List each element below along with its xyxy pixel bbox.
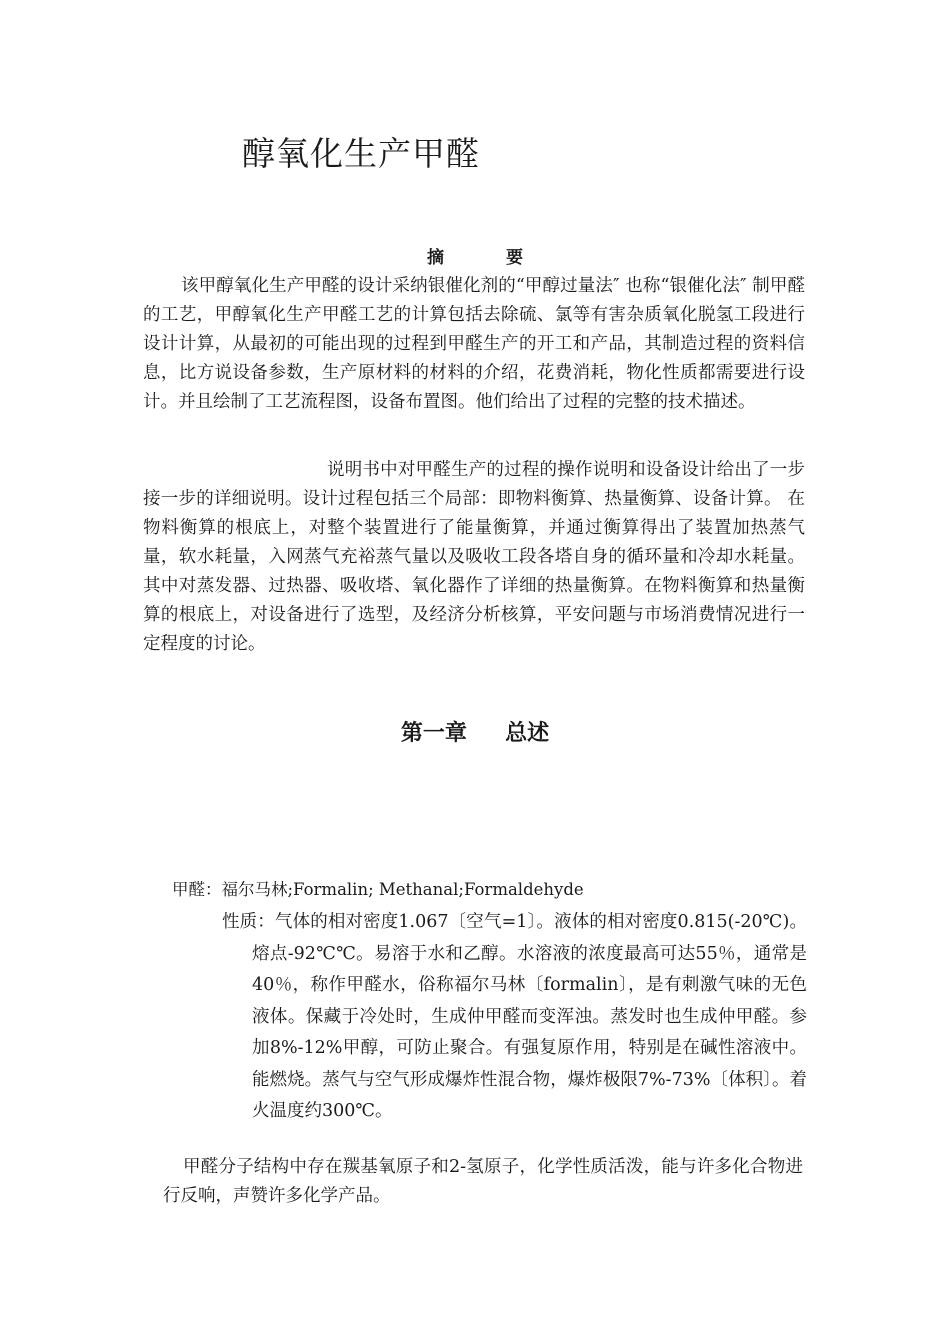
document-title: 醇氧化生产甲醛	[242, 134, 480, 173]
properties-paragraph: 性质：气体的相对密度1.067〔空气=1〕。液体的相对密度0.815(-20℃)。熔点-92℃℃。易溶于水和乙醇。水溶液的浓度最高可达55％，通常是40％，称作甲醛水，俗称福尔马林〔formalin〕，是有刺激气味的无色液体。保藏于冷处时，生成仲甲醛而变浑浊。蒸发时也生成仲甲醛。参加8%-12%甲醇，可防止聚合。有强复原作用，特别是在碱性溶液中。能燃烧。蒸气与空气形成爆炸性混合物，爆炸极限7%-73%〔体积〕。着火温度约300℃。	[222, 912, 807, 1121]
abstract-paragraph-2: 说明书中对甲醛生产的过程的操作说明和设备设计给出了一步接一步的详细说明。设计过程包括三个局部：即物料衡算、热量衡算、设备计算。 在物料衡算的根底上，对整个装置进行了能量衡算，并通过衡算得出了装置加热蒸气量，软水耗量，入网蒸气充裕蒸气量以及吸收工段各塔自身的循环量和冷却水耗量。其中对蒸发器、过热器、吸收塔、氧化器作了详细的热量衡算。在物料衡算和热量衡算的根底上，对设备进行了选型，及经济分析核算，平安问题与市场消费情况进行一定程度的讨论。	[143, 460, 805, 654]
chapter-heading: 第一章 总述	[400, 721, 550, 746]
abstract-paragraph-1: 该甲醇氧化生产甲醛的设计采纳银催化剂的“甲醇过量法″ 也称“银催化法″ 制甲醛的工艺，甲醇氧化生产甲醛工艺的计算包括去除硫、氯等有害杂质氧化脱氢工段进行设计计算，从最初的可能出现的过程到甲醛生产的开工和产品，其制造过程的资料信息，比方说设备参数，生产原材料的材料的介绍，花费消耗，物化性质都需要进行设计。并且绘制了工艺流程图，设备布置图。他们给出了过程的完整的技术描述。	[143, 276, 805, 412]
formaldehyde-names: 甲醛：福尔马林;Formalin; Methanal;Formaldehyde	[172, 880, 584, 899]
structure-paragraph: 甲醛分子结构中存在羰基氧原子和2-氢原子，化学性质活泼，能与许多化合物进行反响，声赞许多化学产品。	[163, 1157, 803, 1206]
abstract-heading: 摘 要	[427, 248, 551, 268]
